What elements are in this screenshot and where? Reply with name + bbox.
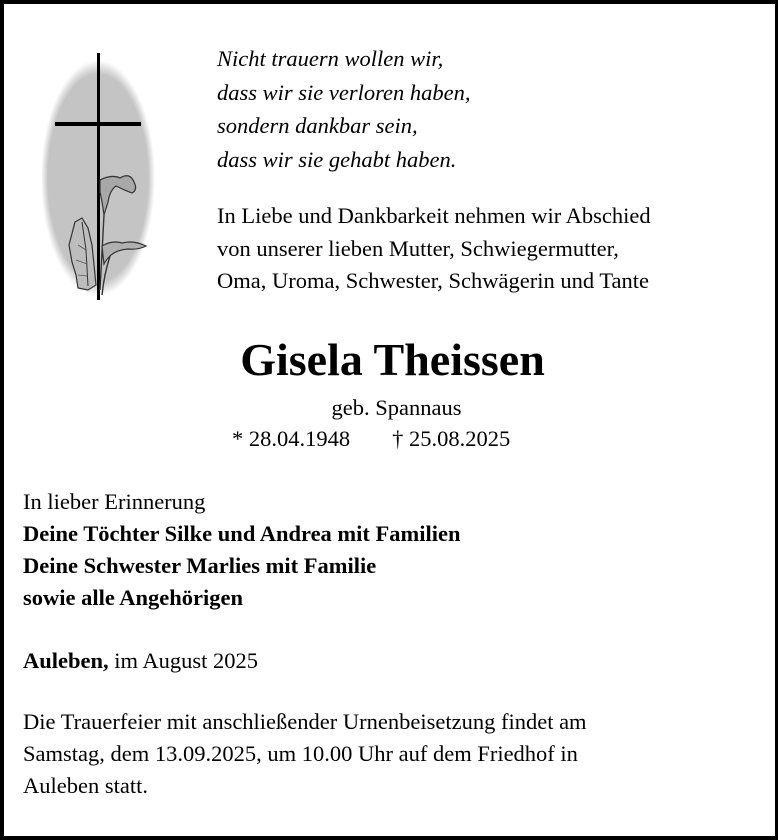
intro-line: von unserer lieben Mutter, Schwiegermutter, — [217, 235, 619, 261]
service-line: Samstag, dem 13.09.2025, um 10.00 Uhr auf dem Friedhof in — [23, 741, 578, 766]
birth-date: * 28.04.1948 — [232, 426, 351, 451]
deceased-name: Gisela Theissen — [240, 334, 545, 385]
death-date: † 25.08.2025 — [392, 426, 511, 451]
cross-with-calla-lily-icon — [42, 50, 162, 305]
place-and-date — [23, 645, 258, 677]
life-dates — [232, 424, 510, 454]
mourners-block — [23, 486, 461, 614]
date: im August 2025 — [108, 648, 259, 673]
intro-line: In Liebe und Dankbarkeit nehmen wir Abschied — [217, 203, 651, 228]
poem-line: Nicht trauern wollen wir, — [217, 46, 444, 71]
service-line: Die Trauerfeier mit anschließender Urnenbeisetzung findet am — [23, 709, 587, 734]
poem-line: sondern dankbar sein, — [217, 113, 418, 138]
farewell-intro — [217, 200, 651, 298]
service-line: Auleben statt. — [23, 773, 148, 798]
funeral-service-info — [23, 706, 743, 802]
mourner-line: Deine Töchter Silke und Andrea mit Familien — [23, 521, 461, 546]
intro-line: Oma, Uroma, Schwester, Schwägerin und Tante — [217, 268, 649, 293]
mourner-line: sowie alle Angehörigen — [23, 585, 243, 610]
place: Auleben, — [23, 648, 109, 673]
poem-verse — [217, 42, 471, 176]
mourner-line: Deine Schwester Marlies mit Familie — [23, 553, 377, 578]
maiden-name: geb. Spannaus — [331, 395, 462, 420]
mourners-heading: In lieber Erinnerung — [23, 489, 206, 514]
poem-line: dass wir sie verloren haben, — [217, 79, 471, 105]
poem-line: dass wir sie gehabt haben. — [217, 146, 457, 172]
